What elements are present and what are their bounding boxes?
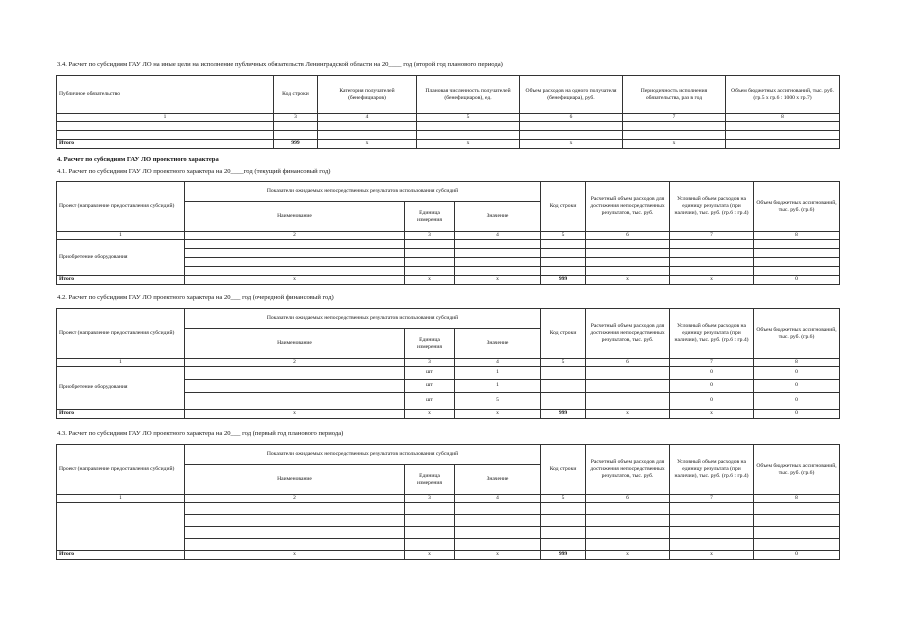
col-header-indicators: Показатели ожидаемых непосредственных результатов использования субсидий: [185, 182, 541, 202]
col-header-code: Код строки: [541, 182, 586, 232]
table-row: [57, 130, 840, 139]
total-label: Итого: [57, 550, 185, 559]
total-cell: х: [520, 139, 623, 148]
col-header-project: Проект (направление предоставления субсидий): [57, 309, 185, 359]
col-header-code: Код строки: [541, 309, 586, 359]
cond-cell: 0: [670, 379, 754, 392]
total-cell: х: [455, 409, 541, 418]
col-header-indicators: Показатели ожидаемых непосредственных результатов использования субсидий: [185, 445, 541, 465]
col-number: 6: [586, 232, 670, 240]
table-4-3: [56, 444, 840, 560]
col-header-value: Значение: [455, 465, 541, 495]
col-number: 6: [520, 114, 623, 122]
col-header-budget: Объем бюджетных ассигнований, тыс. руб. (гр.6): [754, 445, 840, 495]
value-cell: 5: [455, 392, 541, 409]
total-row: [57, 139, 840, 148]
col-header-value: Значение: [455, 329, 541, 359]
col-number: 7: [623, 114, 726, 122]
col-number: 3: [405, 359, 455, 367]
column-number-row: [57, 232, 840, 240]
budget-cell: 0: [754, 379, 840, 392]
unit-cell: шт: [405, 366, 455, 379]
total-cell: х: [405, 275, 455, 284]
col-number: 8: [754, 232, 840, 240]
total-cell: х: [417, 139, 520, 148]
col-header-calc: Расчетный объем расходов для достижения непосредственных результатов, тыс. руб.: [586, 445, 670, 495]
column-number-row: [57, 114, 840, 122]
col-header: Объем бюджетных ассигнований, тыс. руб. (гр.5 х гр.6 : 1000 х гр.7): [726, 76, 840, 114]
total-cell: х: [405, 409, 455, 418]
table-row: [57, 366, 840, 379]
total-cell: х: [185, 409, 405, 418]
col-number: 3: [405, 495, 455, 503]
col-header-calc: Расчетный объем расходов для достижения непосредственных результатов, тыс. руб.: [586, 182, 670, 232]
total-label: Итого: [57, 275, 185, 284]
col-number: 5: [541, 495, 586, 503]
total-code: 999: [541, 550, 586, 559]
total-label: Итого: [57, 139, 274, 148]
table-row: [57, 502, 840, 514]
col-number: 3: [274, 114, 318, 122]
col-number: 5: [417, 114, 520, 122]
total-code: 999: [541, 409, 586, 418]
total-cell: х: [185, 550, 405, 559]
table-3-4: [56, 75, 840, 149]
col-number: 8: [754, 359, 840, 367]
total-cell: х: [670, 409, 754, 418]
total-cell: х: [405, 550, 455, 559]
budget-cell: 0: [754, 366, 840, 379]
col-header: Объем расходов на одного получателя (бенефициара), руб.: [520, 76, 623, 114]
section-4-3-title: 4.3. Расчет по субсидиям ГАУ ЛО проектного характера на 20___ год (первый год планового периода): [57, 430, 344, 437]
col-header: Плановая численность получателей (бенефициаров), ед.: [417, 76, 520, 114]
col-number: 7: [670, 232, 754, 240]
project-name: [57, 502, 185, 550]
table-row: [57, 239, 840, 248]
project-name: Приобретение оборудования: [57, 366, 185, 409]
col-header-name: Наименование: [185, 465, 405, 495]
total-cell: х: [623, 139, 726, 148]
col-number: 1: [57, 359, 185, 367]
col-number: 2: [185, 495, 405, 503]
total-code: 999: [541, 275, 586, 284]
column-number-row: [57, 495, 840, 503]
value-cell: 1: [455, 366, 541, 379]
project-name: Приобретение оборудования: [57, 239, 185, 275]
col-number: 5: [541, 359, 586, 367]
col-number: 4: [318, 114, 417, 122]
total-cell: х: [185, 275, 405, 284]
col-header-cond: Условный объем расходов на единицу результата (при наличии), тыс. руб. (гр.6 : гр.4): [670, 445, 754, 495]
total-cell: х: [455, 275, 541, 284]
col-header-budget: Объем бюджетных ассигнований, тыс. руб. (гр.6): [754, 182, 840, 232]
total-budget: 0: [754, 409, 840, 418]
unit-cell: шт: [405, 392, 455, 409]
table-4-1: [56, 181, 840, 285]
total-cell: х: [670, 275, 754, 284]
total-cell: х: [586, 550, 670, 559]
cond-cell: 0: [670, 366, 754, 379]
total-cell: х: [586, 275, 670, 284]
col-header: Периодичность исполнения обязательства, раз в год: [623, 76, 726, 114]
section-4-title: 4. Расчет по субсидиям ГАУ ЛО проектного характера: [57, 156, 219, 163]
col-number: 8: [754, 495, 840, 503]
column-number-row: [57, 359, 840, 367]
section-3-4-title: 3.4. Расчет по субсидиям ГАУ ЛО на иные цели на исполнение публичных обязательств Ленинградской области на 20____ год (второй год планового периода): [57, 61, 503, 68]
col-header-calc: Расчетный объем расходов для достижения непосредственных результатов, тыс. руб.: [586, 309, 670, 359]
section-4-1-title: 4.1. Расчет по субсидиям ГАУ ЛО проектного характера на 20____год (текущий финансовый год): [57, 168, 331, 175]
col-header-code: Код строки: [541, 445, 586, 495]
col-number: 1: [57, 495, 185, 503]
col-number: 7: [670, 495, 754, 503]
total-cell: х: [318, 139, 417, 148]
col-header-project: Проект (направление предоставления субсидий): [57, 445, 185, 495]
col-header-unit: Единица измерения: [405, 202, 455, 232]
total-label: Итого: [57, 409, 185, 418]
col-header-unit: Единица измерения: [405, 329, 455, 359]
value-cell: 1: [455, 379, 541, 392]
col-number: 3: [405, 232, 455, 240]
total-cell: х: [670, 550, 754, 559]
total-cell: х: [455, 550, 541, 559]
col-number: 6: [586, 359, 670, 367]
header-row: [57, 76, 840, 114]
budget-cell: 0: [754, 392, 840, 409]
col-number: 1: [57, 114, 274, 122]
col-header-cond: Условный объем расходов на единицу результата (при наличии), тыс. руб. (гр.6 : гр.4): [670, 182, 754, 232]
total-budget: 0: [754, 275, 840, 284]
col-header-value: Значение: [455, 202, 541, 232]
col-number: 5: [541, 232, 586, 240]
col-header-name: Наименование: [185, 329, 405, 359]
col-number: 2: [185, 232, 405, 240]
col-header: Публичное обязательство: [57, 76, 274, 114]
col-header: Категория получателей (бенефициаров): [318, 76, 417, 114]
col-header-budget: Объем бюджетных ассигнований, тыс. руб. (гр.6): [754, 309, 840, 359]
col-number: 2: [185, 359, 405, 367]
col-header-cond: Условный объем расходов на единицу результата (при наличии), тыс. руб. (гр.6 : гр.4): [670, 309, 754, 359]
table-4-2: [56, 308, 840, 419]
col-header-indicators: Показатели ожидаемых непосредственных результатов использования субсидий: [185, 309, 541, 329]
total-cell: х: [586, 409, 670, 418]
total-code: 999: [274, 139, 318, 148]
unit-cell: шт: [405, 379, 455, 392]
cond-cell: 0: [670, 392, 754, 409]
section-4-2-title: 4.2. Расчет по субсидиям ГАУ ЛО проектного характера на 20___ год (очередной финансовый год): [57, 294, 334, 301]
col-header: Код строки: [274, 76, 318, 114]
col-number: 1: [57, 232, 185, 240]
col-header-unit: Единица измерения: [405, 465, 455, 495]
total-row: [57, 275, 840, 284]
col-number: 8: [726, 114, 840, 122]
total-row: [57, 550, 840, 559]
col-number: 4: [455, 232, 541, 240]
col-number: 4: [455, 359, 541, 367]
col-header-project: Проект (направление предоставления субсидий): [57, 182, 185, 232]
col-number: 7: [670, 359, 754, 367]
col-number: 6: [586, 495, 670, 503]
total-row: [57, 409, 840, 418]
total-cell: [726, 139, 840, 148]
col-number: 4: [455, 495, 541, 503]
table-row: [57, 121, 840, 130]
col-header-name: Наименование: [185, 202, 405, 232]
total-budget: 0: [754, 550, 840, 559]
